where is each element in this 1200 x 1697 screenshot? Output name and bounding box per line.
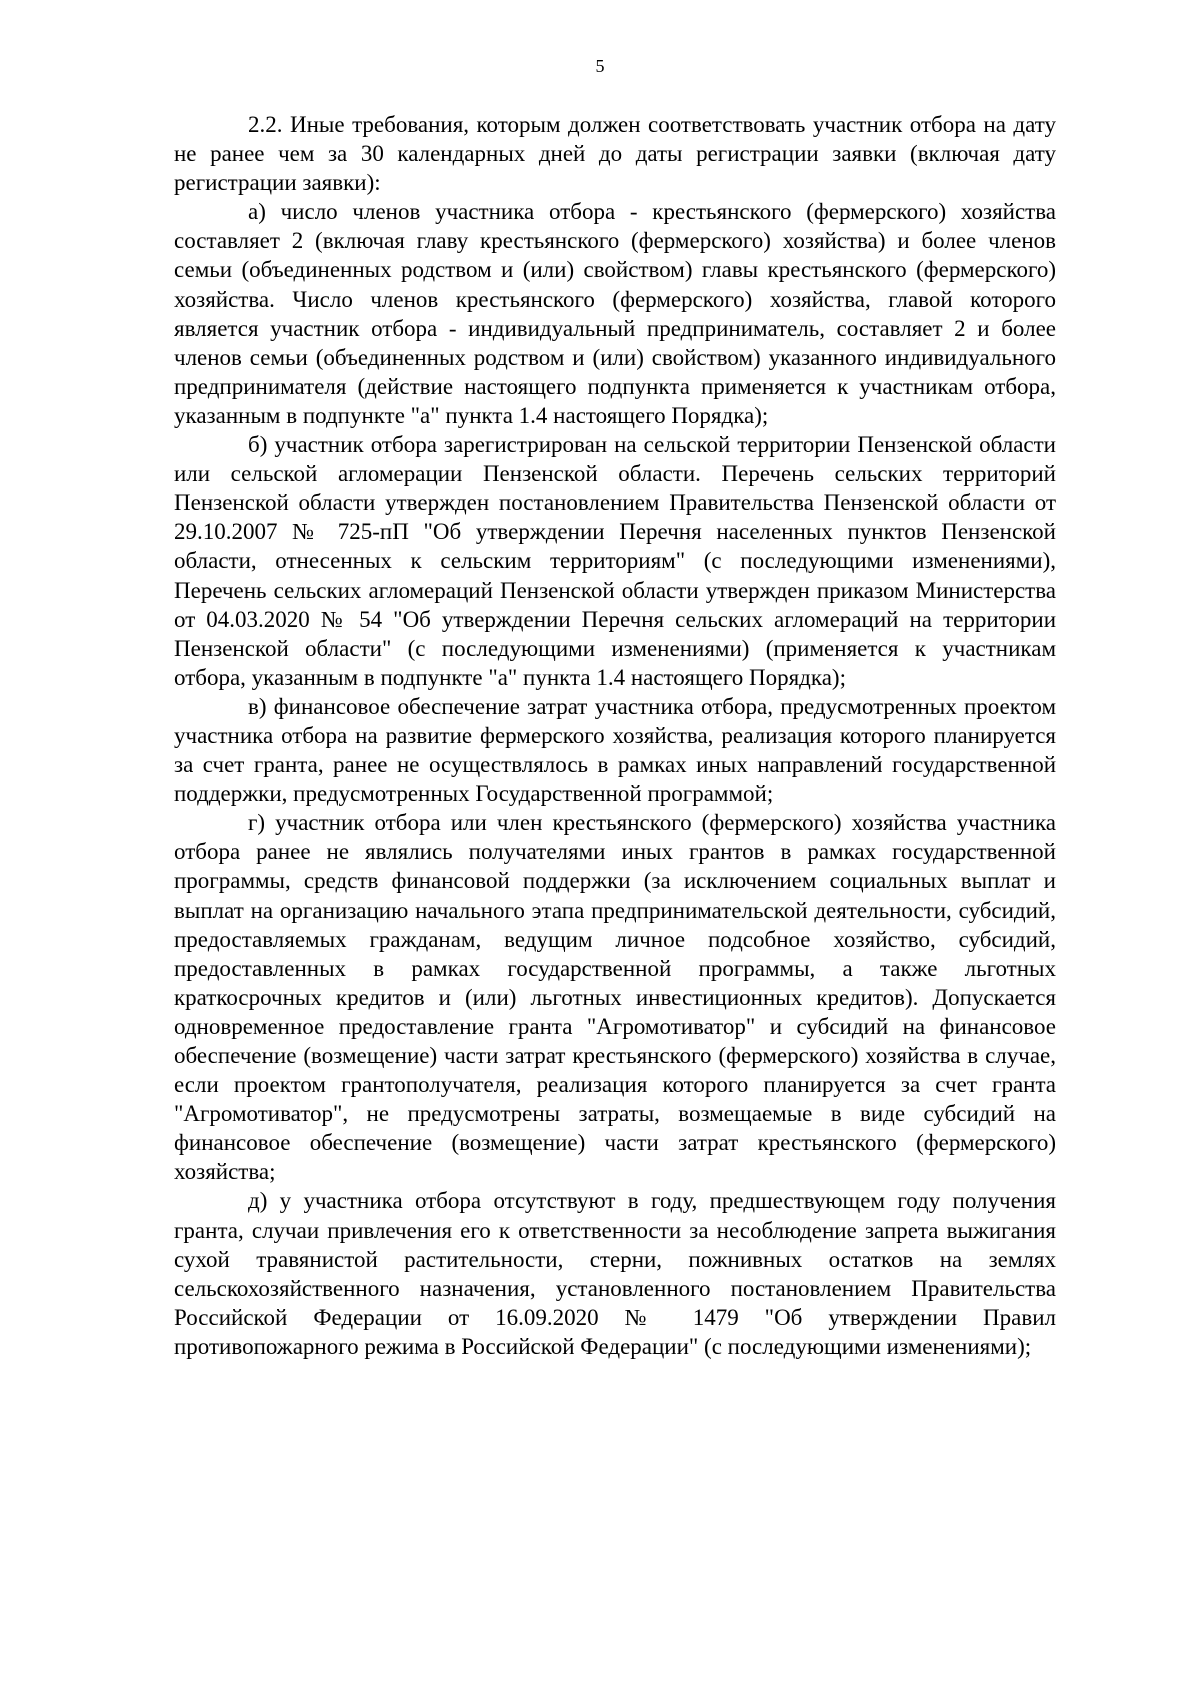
paragraph-v: в) финансовое обеспечение затрат участника отбора, предусмотренных проектом участника отбора на развитие фермерского хозяйства, реализация которого планируется за счет гранта, ранее не осуществлялось в рамках иных направлений государственной поддержки, предусмотренных Государственной программой; (174, 693, 1056, 807)
paragraph-2-2: 2.2. Иные требования, которым должен соответствовать участник отбора на дату не ранее чем за 30 календарных дней до даты регистрации заявки (включая дату регистрации заявки): (174, 112, 1056, 196)
paragraph-a: а) число членов участника отбора - крестьянского (фермерского) хозяйства составляет 2 (включая главу крестьянского (фермерского) хозяйства) и более членов семьи (объединенных родством и (или) свойством) главы крестьянского (фермерского) хозяйства. Число членов крестьянского (фермерского) хозяйства, главой которого является участник отбора - индивидуальный предприниматель, составляет 2 и более членов семьи (объединенных родством и (или) свойством) указанного индивидуального предпринимателя (действие настоящего подпункта применяется к участникам отбора, указанным в подпункте "а" пункта 1.4 настоящего Порядка); (174, 199, 1056, 428)
paragraph-b: б) участник отбора зарегистрирован на сельской территории Пензенской области или сельской агломерации Пензенской области. Перечень сельских территорий Пензенской области утвержден постановлением Правительства Пензенской области от 29.10.2007 № 725-пП "Об утверждении Перечня населенных пунктов Пензенской области, отнесенных к сельским территориям" (с последующими изменениями), Перечень сельских агломераций Пензенской области утвержден приказом Министерства от 04.03.2020 № 54 "Об утверждении Перечня сельских агломераций на территории Пензенской области" (с последующими изменениями) (применяется к участникам отбора, указанным в подпункте "а" пункта 1.4 настоящего Порядка); (174, 432, 1056, 690)
page-number: 5 (595, 56, 605, 76)
paragraph-g: г) участник отбора или член крестьянского (фермерского) хозяйства участника отбора ранее не являлись получателями иных грантов в рамках государственной программы, средств финансовой поддержки (за исключением социальных выплат и выплат на организацию начального этапа предпринимательской деятельности, субсидий, предоставляемых гражданам, ведущим личное подсобное хозяйство, субсидий, предоставленных в рамках государственной программы, а также льготных краткосрочных кредитов и (или) льготных инвестиционных кредитов). Допускается одновременное предоставление гранта "Агромотиватор" и субсидий на финансовое обеспечение (возмещение) части затрат крестьянского (фермерского) хозяйства в случае, если проектом грантополучателя, реализация которого планируется за счет гранта "Агромотиватор", не предусмотрены затраты, возмещаемые в виде субсидий на финансовое обеспечение (возмещение) части затрат крестьянского (фермерского) хозяйства; (174, 810, 1056, 1185)
paragraph-d: д) у участника отбора отсутствуют в году, предшествующем году получения гранта, случаи привлечения его к ответственности за несоблюдение запрета выжигания сухой травянистой растительности, стерни, пожнивных остатков на землях сельскохозяйственного назначения, установленного постановлением Правительства Российской Федерации от 16.09.2020 № 1479 "Об утверждении Правил противопожарного режима в Российской Федерации" (с последующими изменениями); (174, 1188, 1056, 1359)
document-body (174, 110, 1056, 1361)
